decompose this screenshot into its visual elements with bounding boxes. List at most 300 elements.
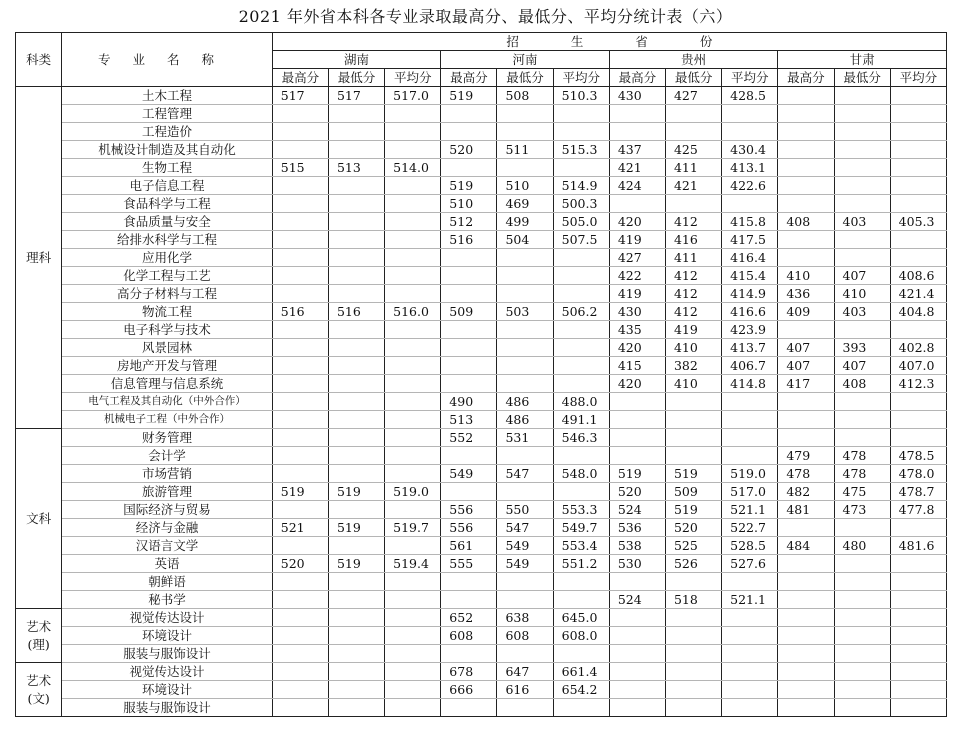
score-cell [272, 393, 328, 411]
score-cell: 608 [497, 627, 553, 645]
score-cell: 506.2 [553, 303, 609, 321]
score-cell: 661.4 [553, 663, 609, 681]
header-stat: 平均分 [553, 69, 609, 87]
score-cell: 509 [441, 303, 497, 321]
score-cell [272, 681, 328, 699]
score-cell: 427 [609, 249, 665, 267]
score-cell [385, 411, 441, 429]
score-cell [328, 195, 384, 213]
score-cell: 421.4 [890, 285, 946, 303]
score-cell: 410 [834, 285, 890, 303]
score-cell [328, 105, 384, 123]
major-cell: 服装与服饰设计 [62, 645, 273, 663]
score-cell [834, 681, 890, 699]
major-cell: 英语 [62, 555, 273, 573]
score-cell [272, 105, 328, 123]
score-cell [385, 267, 441, 285]
table-row [16, 213, 947, 231]
score-cell [497, 357, 553, 375]
table-row [16, 141, 947, 159]
score-cell [385, 663, 441, 681]
header-stat: 最高分 [441, 69, 497, 87]
score-cell [441, 375, 497, 393]
score-cell [272, 177, 328, 195]
score-cell [722, 573, 778, 591]
score-cell [328, 681, 384, 699]
score-cell [272, 699, 328, 717]
score-cell [665, 429, 721, 447]
major-cell: 环境设计 [62, 627, 273, 645]
score-cell [328, 591, 384, 609]
score-cell [890, 573, 946, 591]
score-cell: 552 [441, 429, 497, 447]
score-cell [609, 663, 665, 681]
score-cell: 422 [609, 267, 665, 285]
score-cell [834, 177, 890, 195]
score-cell: 407.0 [890, 357, 946, 375]
table-body [16, 87, 947, 717]
table-row [16, 429, 947, 447]
major-cell: 朝鲜语 [62, 573, 273, 591]
score-cell: 482 [778, 483, 834, 501]
score-cell [272, 447, 328, 465]
score-cell: 478.0 [890, 465, 946, 483]
score-cell: 521.1 [722, 591, 778, 609]
table-row [16, 159, 947, 177]
score-cell [778, 123, 834, 141]
header-stat: 最高分 [609, 69, 665, 87]
score-cell [834, 519, 890, 537]
table-row [16, 519, 947, 537]
score-cell [441, 321, 497, 339]
score-cell: 519 [328, 483, 384, 501]
score-cell [609, 681, 665, 699]
score-cell [328, 267, 384, 285]
header-province-guizhou: 贵州 [609, 51, 778, 69]
score-cell: 413.7 [722, 339, 778, 357]
score-cell [890, 177, 946, 195]
score-cell [441, 159, 497, 177]
score-cell [722, 411, 778, 429]
score-cell: 382 [665, 357, 721, 375]
score-cell [722, 627, 778, 645]
major-cell: 电子信息工程 [62, 177, 273, 195]
score-cell: 423.9 [722, 321, 778, 339]
score-cell: 509 [665, 483, 721, 501]
major-cell: 应用化学 [62, 249, 273, 267]
score-cell [272, 537, 328, 555]
score-cell [834, 429, 890, 447]
table-row [16, 573, 947, 591]
score-cell [778, 609, 834, 627]
score-cell: 518 [665, 591, 721, 609]
score-cell [385, 177, 441, 195]
score-cell [890, 699, 946, 717]
score-cell: 406.7 [722, 357, 778, 375]
score-cell [834, 627, 890, 645]
score-cell: 478.7 [890, 483, 946, 501]
score-cell: 490 [441, 393, 497, 411]
score-cell [497, 483, 553, 501]
score-cell [609, 573, 665, 591]
score-cell [328, 231, 384, 249]
score-cell [385, 393, 441, 411]
score-cell [272, 123, 328, 141]
score-cell [778, 573, 834, 591]
score-cell: 422.6 [722, 177, 778, 195]
score-cell: 500.3 [553, 195, 609, 213]
table-row [16, 249, 947, 267]
major-cell: 物流工程 [62, 303, 273, 321]
score-cell [385, 105, 441, 123]
score-cell [553, 321, 609, 339]
score-cell: 416 [665, 231, 721, 249]
score-cell [328, 141, 384, 159]
score-cell [890, 555, 946, 573]
score-cell [441, 573, 497, 591]
major-cell: 化学工程与工艺 [62, 267, 273, 285]
score-cell: 417.5 [722, 231, 778, 249]
score-cell: 479 [778, 447, 834, 465]
score-cell: 481.6 [890, 537, 946, 555]
score-cell [272, 645, 328, 663]
score-cell: 499 [497, 213, 553, 231]
score-cell: 430 [609, 87, 665, 105]
score-cell [609, 195, 665, 213]
score-cell: 551.2 [553, 555, 609, 573]
score-cell: 407 [834, 357, 890, 375]
score-cell [834, 87, 890, 105]
major-cell: 生物工程 [62, 159, 273, 177]
score-cell [328, 501, 384, 519]
header-stat: 最低分 [834, 69, 890, 87]
score-cell [834, 393, 890, 411]
score-cell: 652 [441, 609, 497, 627]
score-cell [328, 699, 384, 717]
score-cell: 478 [834, 447, 890, 465]
score-cell [497, 267, 553, 285]
score-cell: 412.3 [890, 375, 946, 393]
score-cell [778, 519, 834, 537]
score-cell [665, 573, 721, 591]
score-cell [272, 285, 328, 303]
score-cell [890, 591, 946, 609]
score-cell [834, 699, 890, 717]
header-stat: 平均分 [890, 69, 946, 87]
score-cell [834, 663, 890, 681]
score-cell: 521 [272, 519, 328, 537]
category-cell: 理科 [16, 87, 62, 429]
score-cell [272, 339, 328, 357]
score-cell: 528.5 [722, 537, 778, 555]
score-cell: 402.8 [890, 339, 946, 357]
score-cell: 405.3 [890, 213, 946, 231]
score-cell [441, 123, 497, 141]
score-cell [778, 699, 834, 717]
score-cell: 480 [834, 537, 890, 555]
score-cell [722, 123, 778, 141]
score-cell: 524 [609, 591, 665, 609]
score-cell: 519 [272, 483, 328, 501]
score-cell [328, 357, 384, 375]
major-cell: 国际经济与贸易 [62, 501, 273, 519]
score-cell [778, 411, 834, 429]
category-cell: 文科 [16, 429, 62, 609]
score-cell: 519 [328, 519, 384, 537]
score-cell [328, 123, 384, 141]
header-stat: 最低分 [328, 69, 384, 87]
score-cell: 638 [497, 609, 553, 627]
score-cell: 515 [272, 159, 328, 177]
score-cell [665, 663, 721, 681]
score-cell: 481 [778, 501, 834, 519]
score-cell [890, 159, 946, 177]
score-cell [385, 195, 441, 213]
score-cell [553, 699, 609, 717]
score-cell: 608.0 [553, 627, 609, 645]
score-cell [890, 195, 946, 213]
score-cell: 403 [834, 213, 890, 231]
score-cell [328, 465, 384, 483]
header-province-henan: 河南 [441, 51, 610, 69]
score-cell: 412 [665, 267, 721, 285]
score-cell [497, 249, 553, 267]
score-cell [385, 447, 441, 465]
score-cell [722, 429, 778, 447]
table-row [16, 303, 947, 321]
score-cell [272, 267, 328, 285]
score-cell: 404.8 [890, 303, 946, 321]
score-cell [609, 123, 665, 141]
header-stat: 最低分 [665, 69, 721, 87]
score-cell: 403 [834, 303, 890, 321]
score-cell: 421 [609, 159, 665, 177]
score-cell [328, 339, 384, 357]
score-cell [665, 627, 721, 645]
score-cell [441, 105, 497, 123]
score-cell: 519 [665, 465, 721, 483]
table-row [16, 105, 947, 123]
score-cell [834, 105, 890, 123]
score-cell: 510 [441, 195, 497, 213]
table-row [16, 321, 947, 339]
score-cell [497, 591, 553, 609]
score-cell [497, 321, 553, 339]
major-cell: 财务管理 [62, 429, 273, 447]
score-cell: 425 [665, 141, 721, 159]
score-cell: 520 [609, 483, 665, 501]
score-cell: 645.0 [553, 609, 609, 627]
table-row [16, 195, 947, 213]
score-cell [328, 429, 384, 447]
score-cell [665, 195, 721, 213]
score-cell [385, 465, 441, 483]
score-cell: 503 [497, 303, 553, 321]
score-cell: 519 [441, 177, 497, 195]
score-cell [890, 411, 946, 429]
header-stat: 最低分 [497, 69, 553, 87]
score-cell [722, 195, 778, 213]
major-cell: 经济与金融 [62, 519, 273, 537]
score-cell [497, 375, 553, 393]
score-cell: 505.0 [553, 213, 609, 231]
score-cell [778, 249, 834, 267]
score-cell [778, 393, 834, 411]
score-cell: 478 [834, 465, 890, 483]
score-cell: 549 [497, 555, 553, 573]
score-cell: 488.0 [553, 393, 609, 411]
score-cell [609, 105, 665, 123]
major-cell: 电气工程及其自动化（中外合作） [62, 393, 273, 411]
score-cell: 520 [665, 519, 721, 537]
score-cell: 561 [441, 537, 497, 555]
score-cell [609, 429, 665, 447]
score-cell: 519 [665, 501, 721, 519]
score-cell [328, 213, 384, 231]
score-cell [385, 429, 441, 447]
table-row [16, 447, 947, 465]
score-cell [778, 663, 834, 681]
score-cell: 424 [609, 177, 665, 195]
score-cell [834, 609, 890, 627]
score-cell [272, 231, 328, 249]
score-cell: 411 [665, 249, 721, 267]
score-cell: 508 [497, 87, 553, 105]
major-cell: 汉语言文学 [62, 537, 273, 555]
score-cell: 519 [328, 555, 384, 573]
score-cell [553, 483, 609, 501]
table-row [16, 411, 947, 429]
score-cell: 608 [441, 627, 497, 645]
score-cell: 486 [497, 393, 553, 411]
score-cell [609, 609, 665, 627]
score-cell: 549 [441, 465, 497, 483]
score-cell [609, 699, 665, 717]
score-cell: 519 [609, 465, 665, 483]
score-cell [272, 573, 328, 591]
score-cell: 525 [665, 537, 721, 555]
table-row [16, 681, 947, 699]
score-cell [385, 141, 441, 159]
score-cell [328, 249, 384, 267]
score-cell [890, 141, 946, 159]
score-cell [385, 249, 441, 267]
score-cell [665, 645, 721, 663]
score-cell [834, 411, 890, 429]
score-cell: 478.5 [890, 447, 946, 465]
major-cell: 电子科学与技术 [62, 321, 273, 339]
score-cell: 519.0 [722, 465, 778, 483]
major-cell: 房地产开发与管理 [62, 357, 273, 375]
score-cell [834, 321, 890, 339]
score-cell [722, 699, 778, 717]
score-cell: 538 [609, 537, 665, 555]
score-cell: 435 [609, 321, 665, 339]
score-cell [890, 249, 946, 267]
score-cell [272, 321, 328, 339]
major-cell: 食品质量与安全 [62, 213, 273, 231]
score-cell [328, 321, 384, 339]
score-cell: 416.6 [722, 303, 778, 321]
score-cell: 547 [497, 519, 553, 537]
score-cell [385, 357, 441, 375]
score-cell: 513 [441, 411, 497, 429]
score-cell: 491.1 [553, 411, 609, 429]
score-cell [328, 285, 384, 303]
score-cell [272, 429, 328, 447]
score-cell [497, 105, 553, 123]
score-cell: 408.6 [890, 267, 946, 285]
major-cell: 机械电子工程（中外合作） [62, 411, 273, 429]
table-row [16, 87, 947, 105]
score-cell [497, 699, 553, 717]
score-cell [722, 681, 778, 699]
score-cell [890, 393, 946, 411]
score-cell [665, 105, 721, 123]
score-cell [553, 339, 609, 357]
score-cell [328, 447, 384, 465]
major-cell: 秘书学 [62, 591, 273, 609]
score-cell: 517.0 [385, 87, 441, 105]
score-cell [890, 231, 946, 249]
score-cell [272, 627, 328, 645]
score-cell [778, 645, 834, 663]
score-cell: 510.3 [553, 87, 609, 105]
major-cell: 食品科学与工程 [62, 195, 273, 213]
score-cell [272, 375, 328, 393]
score-cell [609, 411, 665, 429]
score-cell [834, 159, 890, 177]
score-cell: 556 [441, 519, 497, 537]
header-category: 科类 [16, 33, 62, 87]
score-cell [553, 285, 609, 303]
score-cell [553, 159, 609, 177]
score-cell: 512 [441, 213, 497, 231]
score-cell: 430.4 [722, 141, 778, 159]
table-row [16, 339, 947, 357]
score-cell: 420 [609, 339, 665, 357]
header-province-hunan: 湖南 [272, 51, 441, 69]
score-cell [665, 123, 721, 141]
score-cell: 437 [609, 141, 665, 159]
score-cell: 420 [609, 375, 665, 393]
score-cell: 469 [497, 195, 553, 213]
score-cell: 410 [665, 339, 721, 357]
score-cell [272, 663, 328, 681]
table-row [16, 123, 947, 141]
score-cell [778, 141, 834, 159]
score-cell: 678 [441, 663, 497, 681]
score-cell [665, 681, 721, 699]
score-cell [328, 411, 384, 429]
score-cell [890, 609, 946, 627]
score-cell: 414.8 [722, 375, 778, 393]
score-cell [834, 123, 890, 141]
score-cell: 427 [665, 87, 721, 105]
score-cell [722, 609, 778, 627]
score-cell [385, 681, 441, 699]
score-cell [328, 663, 384, 681]
score-cell: 412 [665, 213, 721, 231]
score-cell [553, 375, 609, 393]
score-cell [272, 213, 328, 231]
score-cell: 415.4 [722, 267, 778, 285]
score-cell [609, 447, 665, 465]
score-cell [385, 339, 441, 357]
score-cell [778, 321, 834, 339]
score-cell [778, 177, 834, 195]
score-cell [609, 645, 665, 663]
